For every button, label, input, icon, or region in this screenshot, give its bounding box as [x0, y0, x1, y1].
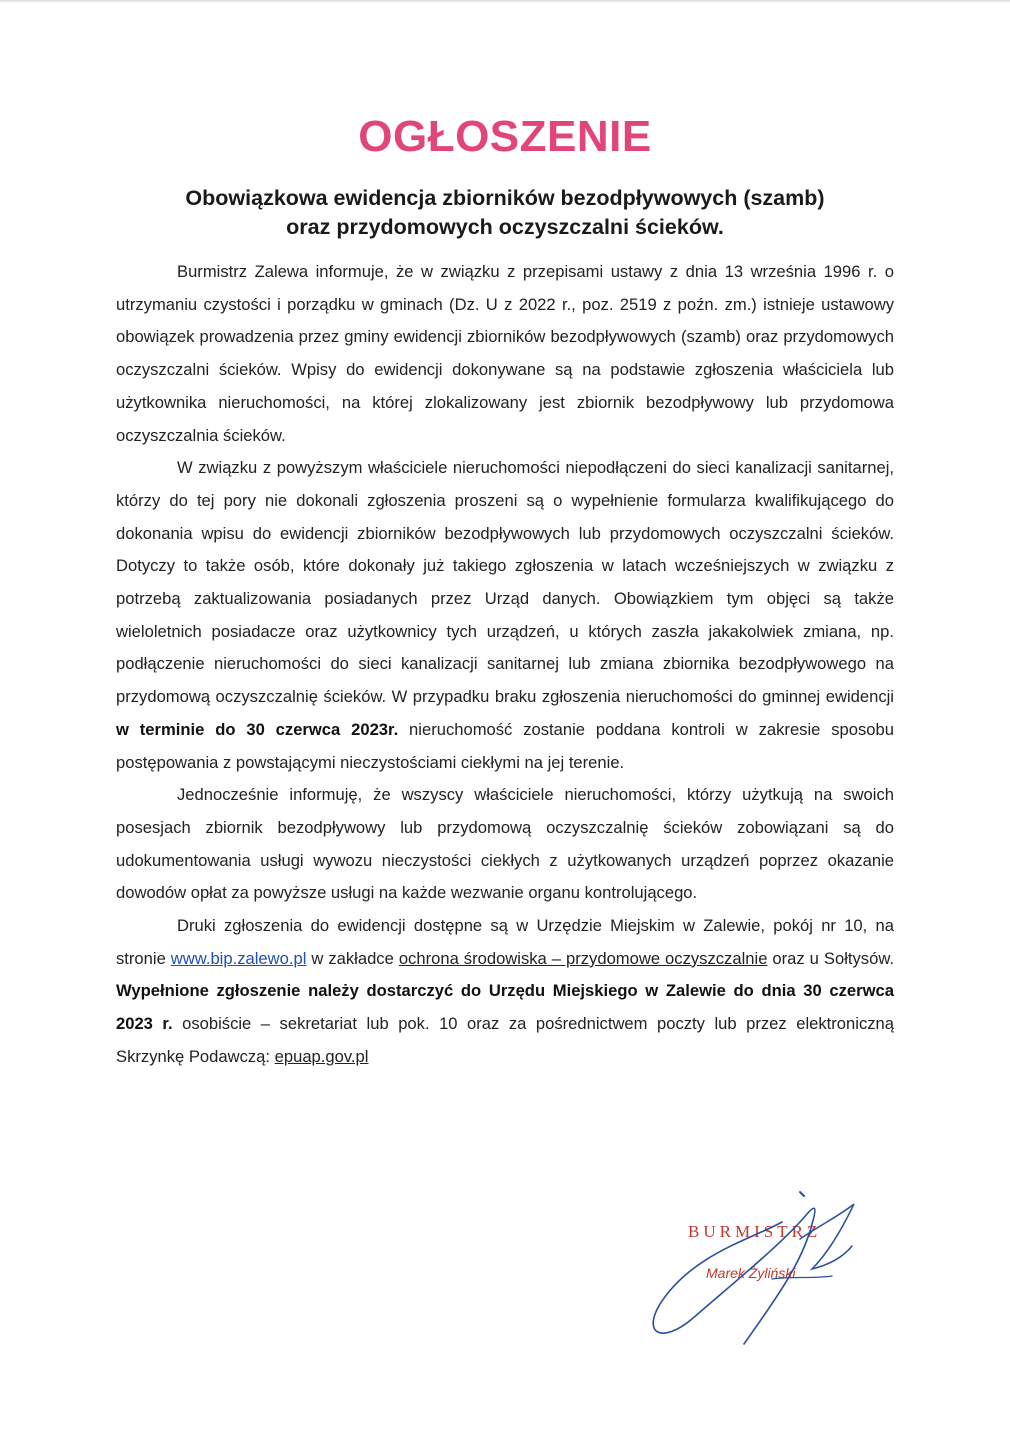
paragraph-3: Jednocześnie informuję, że wszyscy właściciele nieruchomości, którzy użytkują na swoich posesjach zbiornik bezodpływowy lub przydomową oczyszczalnię ścieków zobowiązani są do udokumentowania usługi wywozu nieczystości ciekłych z użytkowanych urządzeń poprzez okazanie dowodów opłat za powyższe usługi na każde wezwanie organu kontrolującego.: [116, 785, 894, 903]
announcement-heading: OGŁOSZENIE: [358, 112, 652, 161]
paragraph-2: [116, 452, 894, 779]
paragraph-4-text-c: oraz u Sołtysów.: [767, 948, 894, 968]
paragraph-4: [116, 910, 894, 1074]
paragraph-2-text-b: nieruchomość zostanie poddana kontroli w zakresie sposobu postępowania z powstającymi nieczystościami ciekłymi na jej terenie.: [116, 719, 894, 772]
announcement-body: [116, 256, 894, 1074]
tab-name-underlined: ochrona środowiska – przydomowe oczyszczalnie: [398, 948, 768, 968]
paragraph-4-text-a: Druki zgłoszenia do ewidencji dostępne są w Urzędzie Miejskim w Zalewie, pokój nr 10, na stronie: [116, 916, 894, 968]
paragraph-1: Burmistrz Zalewa informuje, że w związku z przepisami ustawy z dnia 13 września 1996 r. o utrzymaniu czystości i porządku w gminach (Dz. U z 2022 r., poz. 2519 z poźn. zm.) istnieje ustawowy obowiązek prowadzenia przez gminy ewidencji zbiorników bezodpływowych (szamb) oraz przydomowych oczyszczalni ścieków. Wpisy do ewidencji dokonywane są na podstawie zgłoszenia właściciela lub użytkownika nieruchomości, na której zlokalizowany jest zbiornik bezodpływowy lub przydomowa oczyszczalnia ścieków.: [116, 262, 894, 445]
stamp-title: BURMISTRZ: [688, 1222, 822, 1241]
handwritten-signature-icon: [632, 1184, 872, 1354]
submission-deadline-bold: Wypełnione zgłoszenie należy dostarczyć do Urzędu Miejskiego w Zalewie do dnia 30 czerwca 2023 r.: [116, 981, 894, 1034]
subtitle-line-1: Obowiązkowa ewidencja zbiorników bezodpływowych (szamb): [185, 186, 825, 210]
epuap-link[interactable]: epuap.gov.pl: [274, 1046, 369, 1066]
paragraph-2-text-a: W związku z powyższym właściciele nieruchomości niepodłączeni do sieci kanalizacji sanitarnej, którzy do tej pory nie dokonali zgłoszenia proszeni są o wypełnienie formularza kwalifikującego do dokonania wpisu do ewidencji zbiorników bezodpływowych lub przydomowych oczyszczalni ścieków. Dotyczy to także osób, które dokonały już takiego zgłoszenia w latach wcześniejszych w związku z potrzebą zaktualizowania posiadanych przez Urząd danych. Obowiązkiem tym objęci są także wieloletnich posiadacze oraz użytkownicy tych urządzeń, u których zaszła jakakolwiek zmiana, np. podłączenie nieruchomości do sieci kanalizacji sanitarnej lub zmiana zbiornika bezodpływowego na przydomową oczyszczalnię ścieków. W przypadku braku zgłoszenia nieruchomości do gminnej ewidencji: [116, 458, 894, 707]
paragraph-4-text-d: osobiście – sekretariat lub pok. 10 oraz za pośrednictwem poczty lub przez elektroniczną Skrzynkę Podawczą:: [116, 1014, 894, 1066]
stamp-name: Marek Żyliński: [706, 1265, 796, 1281]
subtitle-line-2: oraz przydomowych oczyszczalni ścieków.: [286, 215, 724, 239]
paragraph-4-text-b: w zakładce: [306, 948, 399, 968]
bip-link[interactable]: www.bip.zalewo.pl: [170, 948, 307, 968]
announcement-subtitle: [116, 184, 894, 242]
deadline-bold: w terminie do 30 czerwca 2023r.: [116, 719, 399, 739]
scan-edge: [0, 0, 1010, 3]
